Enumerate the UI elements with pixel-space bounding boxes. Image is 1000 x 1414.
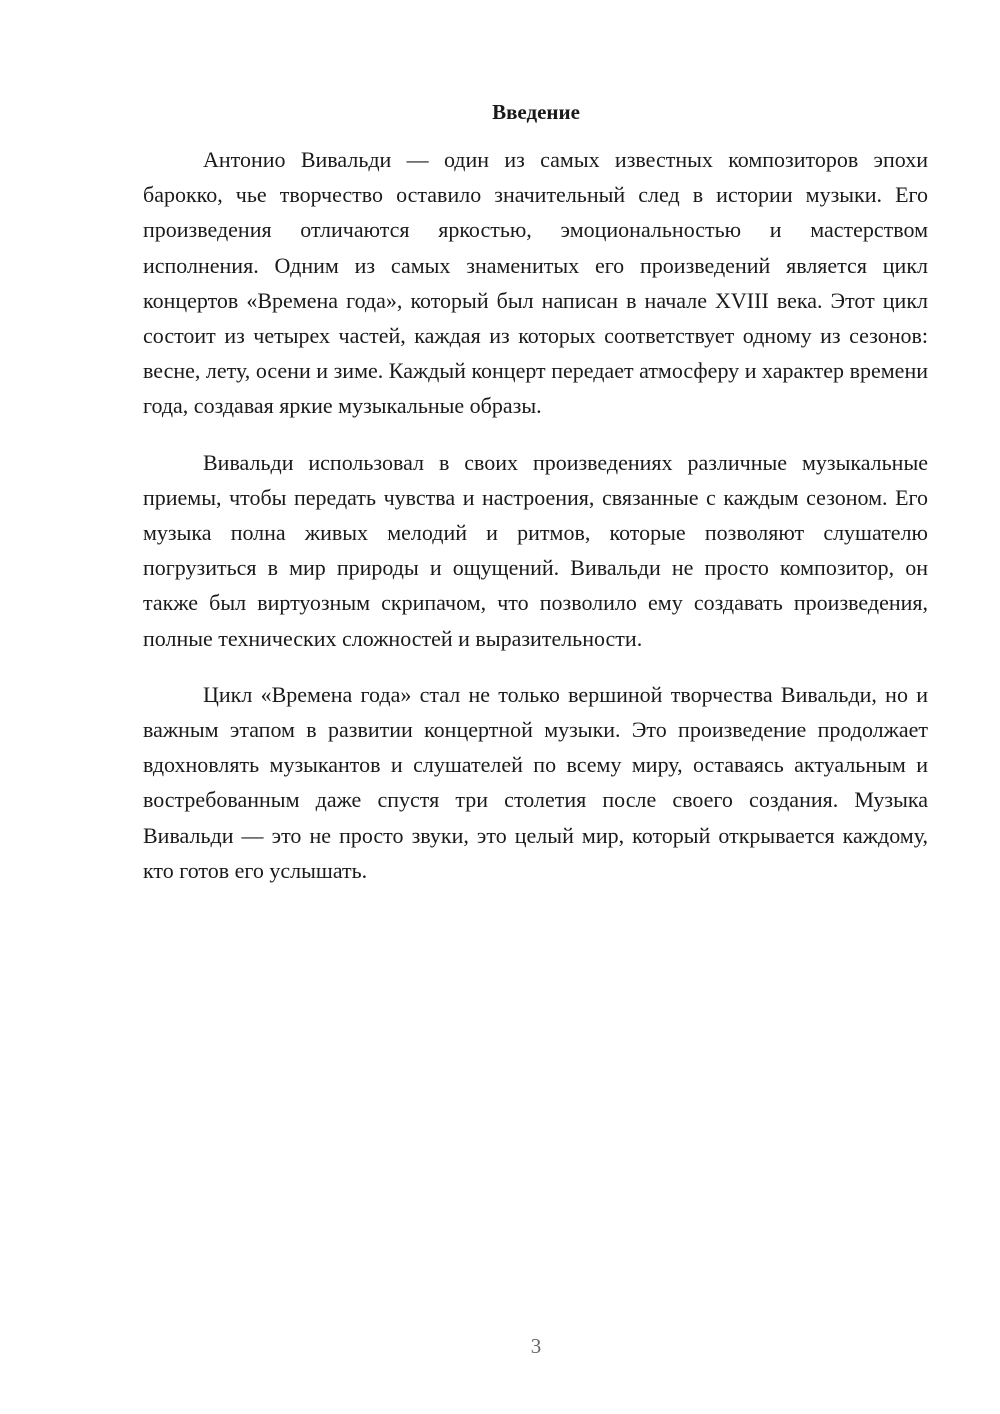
page-number: 3 (530, 1334, 542, 1358)
section-heading: Введение (492, 100, 580, 124)
paragraph-intro: Антонио Вивальди — один из самых известных композиторов эпохи барокко, чье творчество оставило значительный след в истории музыки. Его произведения отличаются яркостью, эмоциональностью и мастерством исполнения. Одним из самых знаменитых его произведений является цикл концертов «Времена года», который был написан в начале XVIII века. Этот цикл состоит из четырех частей, каждая из которых соответствует одному из сезонов: весне, лету, осени и зиме. Каждый концерт передает атмосферу и характер времени года, создавая яркие музыкальные образы. (143, 147, 928, 419)
paragraph-conclusion: Цикл «Времена года» стал не только вершиной творчества Вивальди, но и важным этапом в развитии концертной музыки. Это произведение продолжает вдохновлять музыкантов и слушателей по всему миру, оставаясь актуальным и востребованным даже спустя три столетия после своего создания. Музыка Вивальди — это не просто звуки, это целый мир, который открывается каждому, кто готов его услышать. (143, 681, 928, 883)
body-text (143, 142, 928, 888)
paragraph-techniques: Вивальди использовал в своих произведениях различные музыкальные приемы, чтобы передать чувства и настроения, связанные с каждым сезоном. Его музыка полна живых мелодий и ритмов, которые позволяют слушателю погрузиться в мир природы и ощущений. Вивальди не просто композитор, он также был виртуозным скрипачом, что позволило ему создавать произведения, полные технических сложностей и выразительности. (143, 449, 928, 651)
